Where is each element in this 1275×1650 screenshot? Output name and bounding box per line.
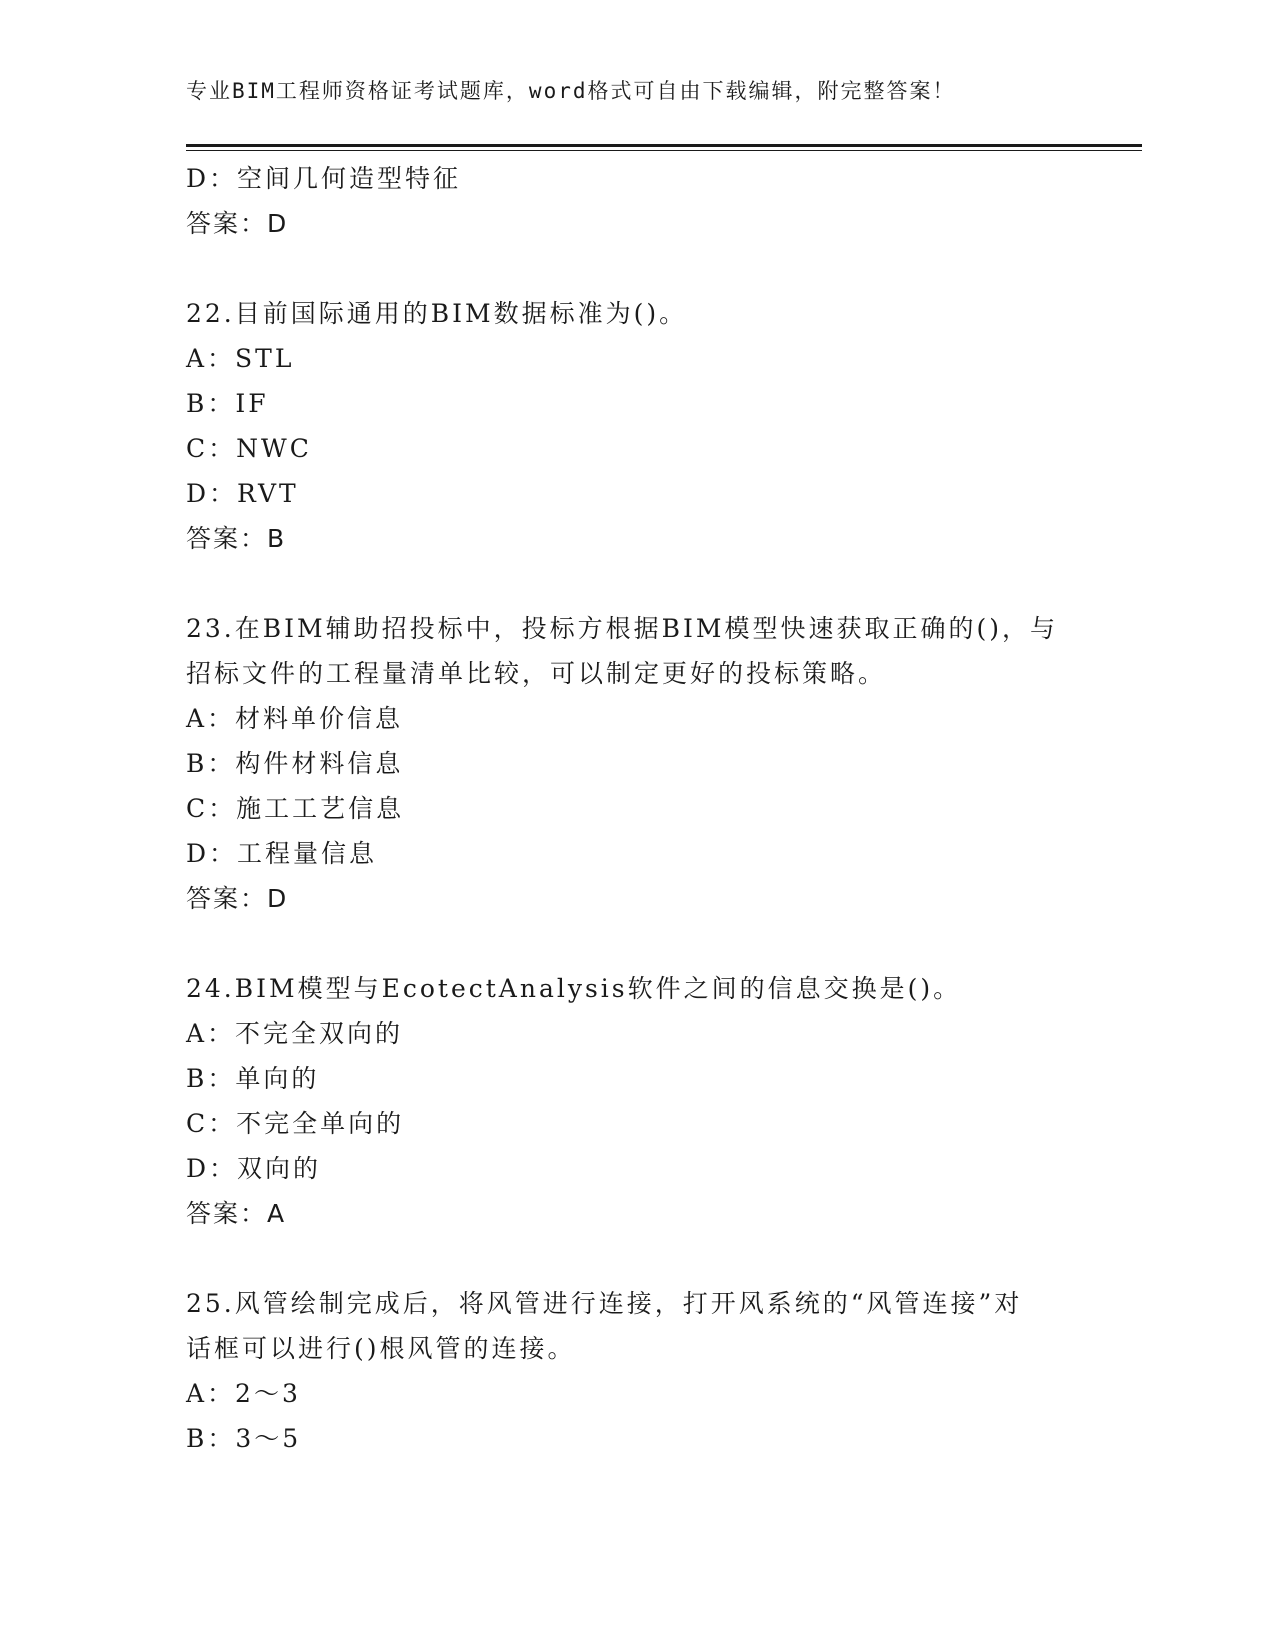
question-25-option-a: A：2～3 — [186, 1379, 301, 1408]
question-22-option-c: C：NWC — [186, 434, 312, 463]
question-content — [186, 156, 1086, 1461]
question-23-answer: 答案：D — [186, 884, 289, 913]
spacer — [186, 921, 1086, 966]
question-24-answer: 答案：A — [186, 1199, 287, 1228]
continued-answer: 答案：D — [186, 209, 289, 238]
question-22-option-a: A：STL — [186, 344, 295, 373]
question-22-option-d: D：RVT — [186, 479, 299, 508]
question-23-stem-line-1: 23.在BIM辅助招投标中，投标方根据BIM模型快速获取正确的()，与 — [186, 614, 1058, 643]
spacer — [186, 246, 1086, 291]
question-22-option-b: B：IF — [186, 389, 269, 418]
continued-option-d: D：空间几何造型特征 — [186, 164, 462, 193]
spacer — [186, 561, 1086, 606]
question-24-stem: 24.BIM模型与EcotectAnalysis软件之间的信息交换是()。 — [186, 974, 962, 1003]
question-25-stem-line-1: 25.风管绘制完成后，将风管进行连接，打开风系统的“风管连接”对 — [186, 1289, 1023, 1318]
question-23-option-b: B：构件材料信息 — [186, 749, 404, 778]
question-22-stem: 22.目前国际通用的BIM数据标准为()。 — [186, 299, 688, 328]
header-rule-thin — [186, 150, 1142, 151]
question-24-option-d: D：双向的 — [186, 1154, 322, 1183]
question-23-option-c: C：施工工艺信息 — [186, 794, 405, 823]
question-22-answer: 答案：B — [186, 524, 287, 553]
question-24-option-a: A：不完全双向的 — [186, 1019, 404, 1048]
question-25-option-b: B：3～5 — [186, 1424, 302, 1453]
question-23-option-a: A：材料单价信息 — [186, 704, 404, 733]
page-header: 专业BIM工程师资格证考试题库，word格式可自由下载编辑，附完整答案！ — [186, 79, 956, 103]
question-24-option-b: B：单向的 — [186, 1064, 320, 1093]
spacer — [186, 1236, 1086, 1281]
question-24-option-c: C：不完全单向的 — [186, 1109, 405, 1138]
question-23-option-d: D：工程量信息 — [186, 839, 378, 868]
question-23-stem-line-2: 招标文件的工程量清单比较，可以制定更好的投标策略。 — [186, 659, 887, 688]
question-25-stem-line-2: 话框可以进行()根风管的连接。 — [186, 1334, 576, 1363]
header-rule-thick — [186, 144, 1142, 147]
